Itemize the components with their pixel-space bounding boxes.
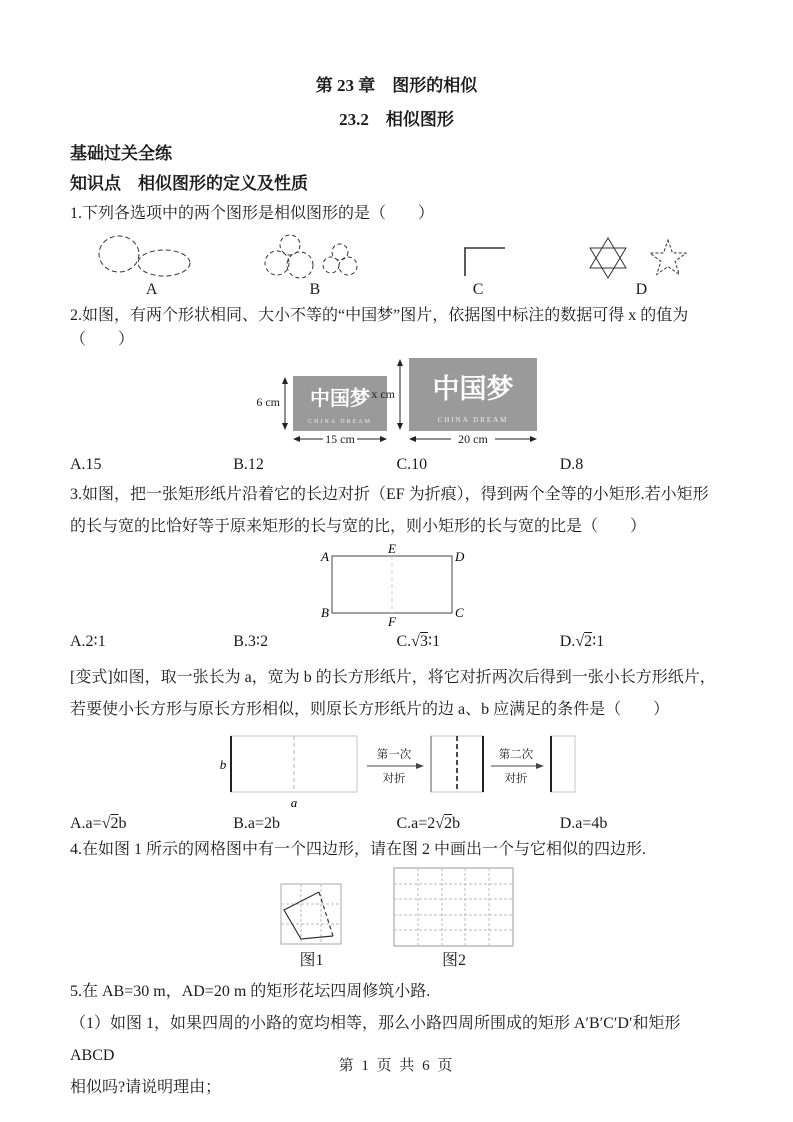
answer-option: A.2∶1	[70, 633, 106, 650]
question-1-figures	[70, 232, 723, 300]
large-width-label: 20 cm	[457, 432, 488, 446]
answer-option: D.a=4b	[559, 815, 608, 832]
answer-option: B.a=2b	[233, 815, 281, 832]
paper-folding-figure	[217, 730, 577, 810]
answer-option: D.8	[559, 456, 584, 473]
unit-heading: 基础过关全练	[70, 144, 172, 163]
fold2-label-top: 第二次	[498, 749, 533, 761]
quadrilateral-shape	[284, 892, 333, 939]
question-3-figure	[70, 543, 723, 628]
small-width-label: 15 cm	[324, 432, 355, 446]
fold2-label-bottom: 对折	[504, 773, 527, 785]
fold1-label-bottom: 对折	[382, 773, 405, 785]
question-3-text-line2: 的长与宽的比恰好等于原来矩形的长与宽的比，则小矩形的长与宽的比是（ ）	[70, 518, 647, 535]
question-1-text: 1.下列各选项中的两个图形是相似图形的是（ ）	[70, 205, 435, 222]
question-5-text-line1: 5.在 AB=30 m，AD=20 m 的矩形花坛四周修筑小路.	[70, 983, 431, 1000]
knowledge-point-heading: 知识点 相似图形的定义及性质	[70, 174, 308, 193]
question-5-text-line2: （1）如图 1，如果四周的小路的宽均相等，那么小路四周所围成的矩形 A′B′C′D′和矩形 ABCD	[70, 1015, 681, 1064]
large-height-label: x cm	[370, 387, 395, 401]
vertex-f-label: F	[387, 614, 396, 628]
figure-1-label: 图1	[299, 952, 324, 969]
answer-option: C.√3∶1	[396, 633, 441, 650]
fold1-label-top: 第一次	[376, 749, 411, 761]
answer-option: C.a=2√2b	[396, 815, 461, 832]
question-4-text: 4.在如图 1 所示的网格图中有一个四边形，请在图 2 中画出一个与它相似的四边形.	[70, 841, 647, 858]
large-brand-subtext: CHINA DREAM	[437, 416, 508, 424]
question-5-text-line3: 相似吗?请说明理由；	[70, 1079, 222, 1096]
vertex-a-label: A	[320, 549, 329, 564]
q1-label-c: C	[472, 281, 484, 298]
small-brand-subtext: CHINA DREAM	[307, 419, 372, 425]
question-4-figures	[70, 866, 723, 972]
variant-figure	[70, 730, 723, 810]
q1-option-a	[70, 232, 233, 300]
answer-option: A.a=√2b	[70, 815, 127, 832]
q1-option-c	[397, 232, 560, 300]
question-2-figure	[70, 356, 723, 451]
stars-figure	[576, 232, 706, 280]
side-a-label: a	[290, 795, 297, 810]
corner-angle-figure	[413, 232, 543, 280]
small-height-label: 6 cm	[255, 395, 280, 409]
chapter-title: 第 23 章 图形的相似	[315, 76, 478, 95]
q1-option-b	[233, 232, 396, 300]
question-3-options	[70, 630, 723, 654]
question-2-options	[70, 453, 723, 477]
variant-options	[70, 812, 723, 836]
q1-label-d: D	[635, 281, 648, 298]
answer-option: D.√2∶1	[559, 633, 605, 650]
page-number-footer: 第 1 页 共 6 页	[338, 1058, 455, 1074]
answer-option: B.3∶2	[233, 633, 269, 650]
answer-option: C.10	[396, 456, 428, 473]
figure-2-label: 图2	[441, 952, 466, 969]
small-brand-text: 中国梦	[309, 388, 370, 410]
section-title: 23.2 相似图形	[339, 110, 454, 129]
side-b-label: b	[219, 757, 226, 772]
vertex-b-label: B	[320, 605, 329, 620]
question-2-text: 2.如图，有两个形状相同、大小不等的“中国梦”图片，依据图中标注的数据可得 x 的值为（ ）	[70, 307, 689, 348]
variant-text-line1: [变式]如图，取一张长为 a，宽为 b 的长方形纸片，将它对折两次后得到一张小长方形纸片，	[70, 669, 716, 686]
variant-text-line2: 若要使小长方形与原长方形相似，则原长方形纸片的边 a、b 应满足的条件是（ ）	[70, 701, 670, 718]
q1-label-b: B	[309, 281, 321, 298]
figure-1-block	[277, 880, 347, 972]
vertex-d-label: D	[454, 549, 464, 564]
china-dream-pictures-figure	[247, 356, 547, 451]
dashed-circle-clusters-figure	[250, 232, 380, 280]
question-3-text-line1: 3.如图，把一张矩形纸片沿着它的长边对折（EF 为折痕），得到两个全等的小矩形.若小矩形	[70, 486, 709, 503]
answer-option: A.15	[70, 456, 102, 473]
rectangle-abcd-figure	[312, 543, 482, 628]
vertex-c-label: C	[454, 605, 464, 620]
q1-label-a: A	[145, 281, 158, 298]
grid-with-quadrilateral-figure	[277, 880, 347, 950]
figure-2-block	[392, 866, 517, 972]
q1-option-d	[560, 232, 723, 300]
dashed-circle-ellipse-figure	[87, 232, 217, 280]
vertex-e-label: E	[387, 543, 396, 556]
empty-grid-figure	[392, 866, 517, 950]
large-brand-text: 中国梦	[432, 374, 513, 404]
answer-option: B.12	[233, 456, 264, 473]
